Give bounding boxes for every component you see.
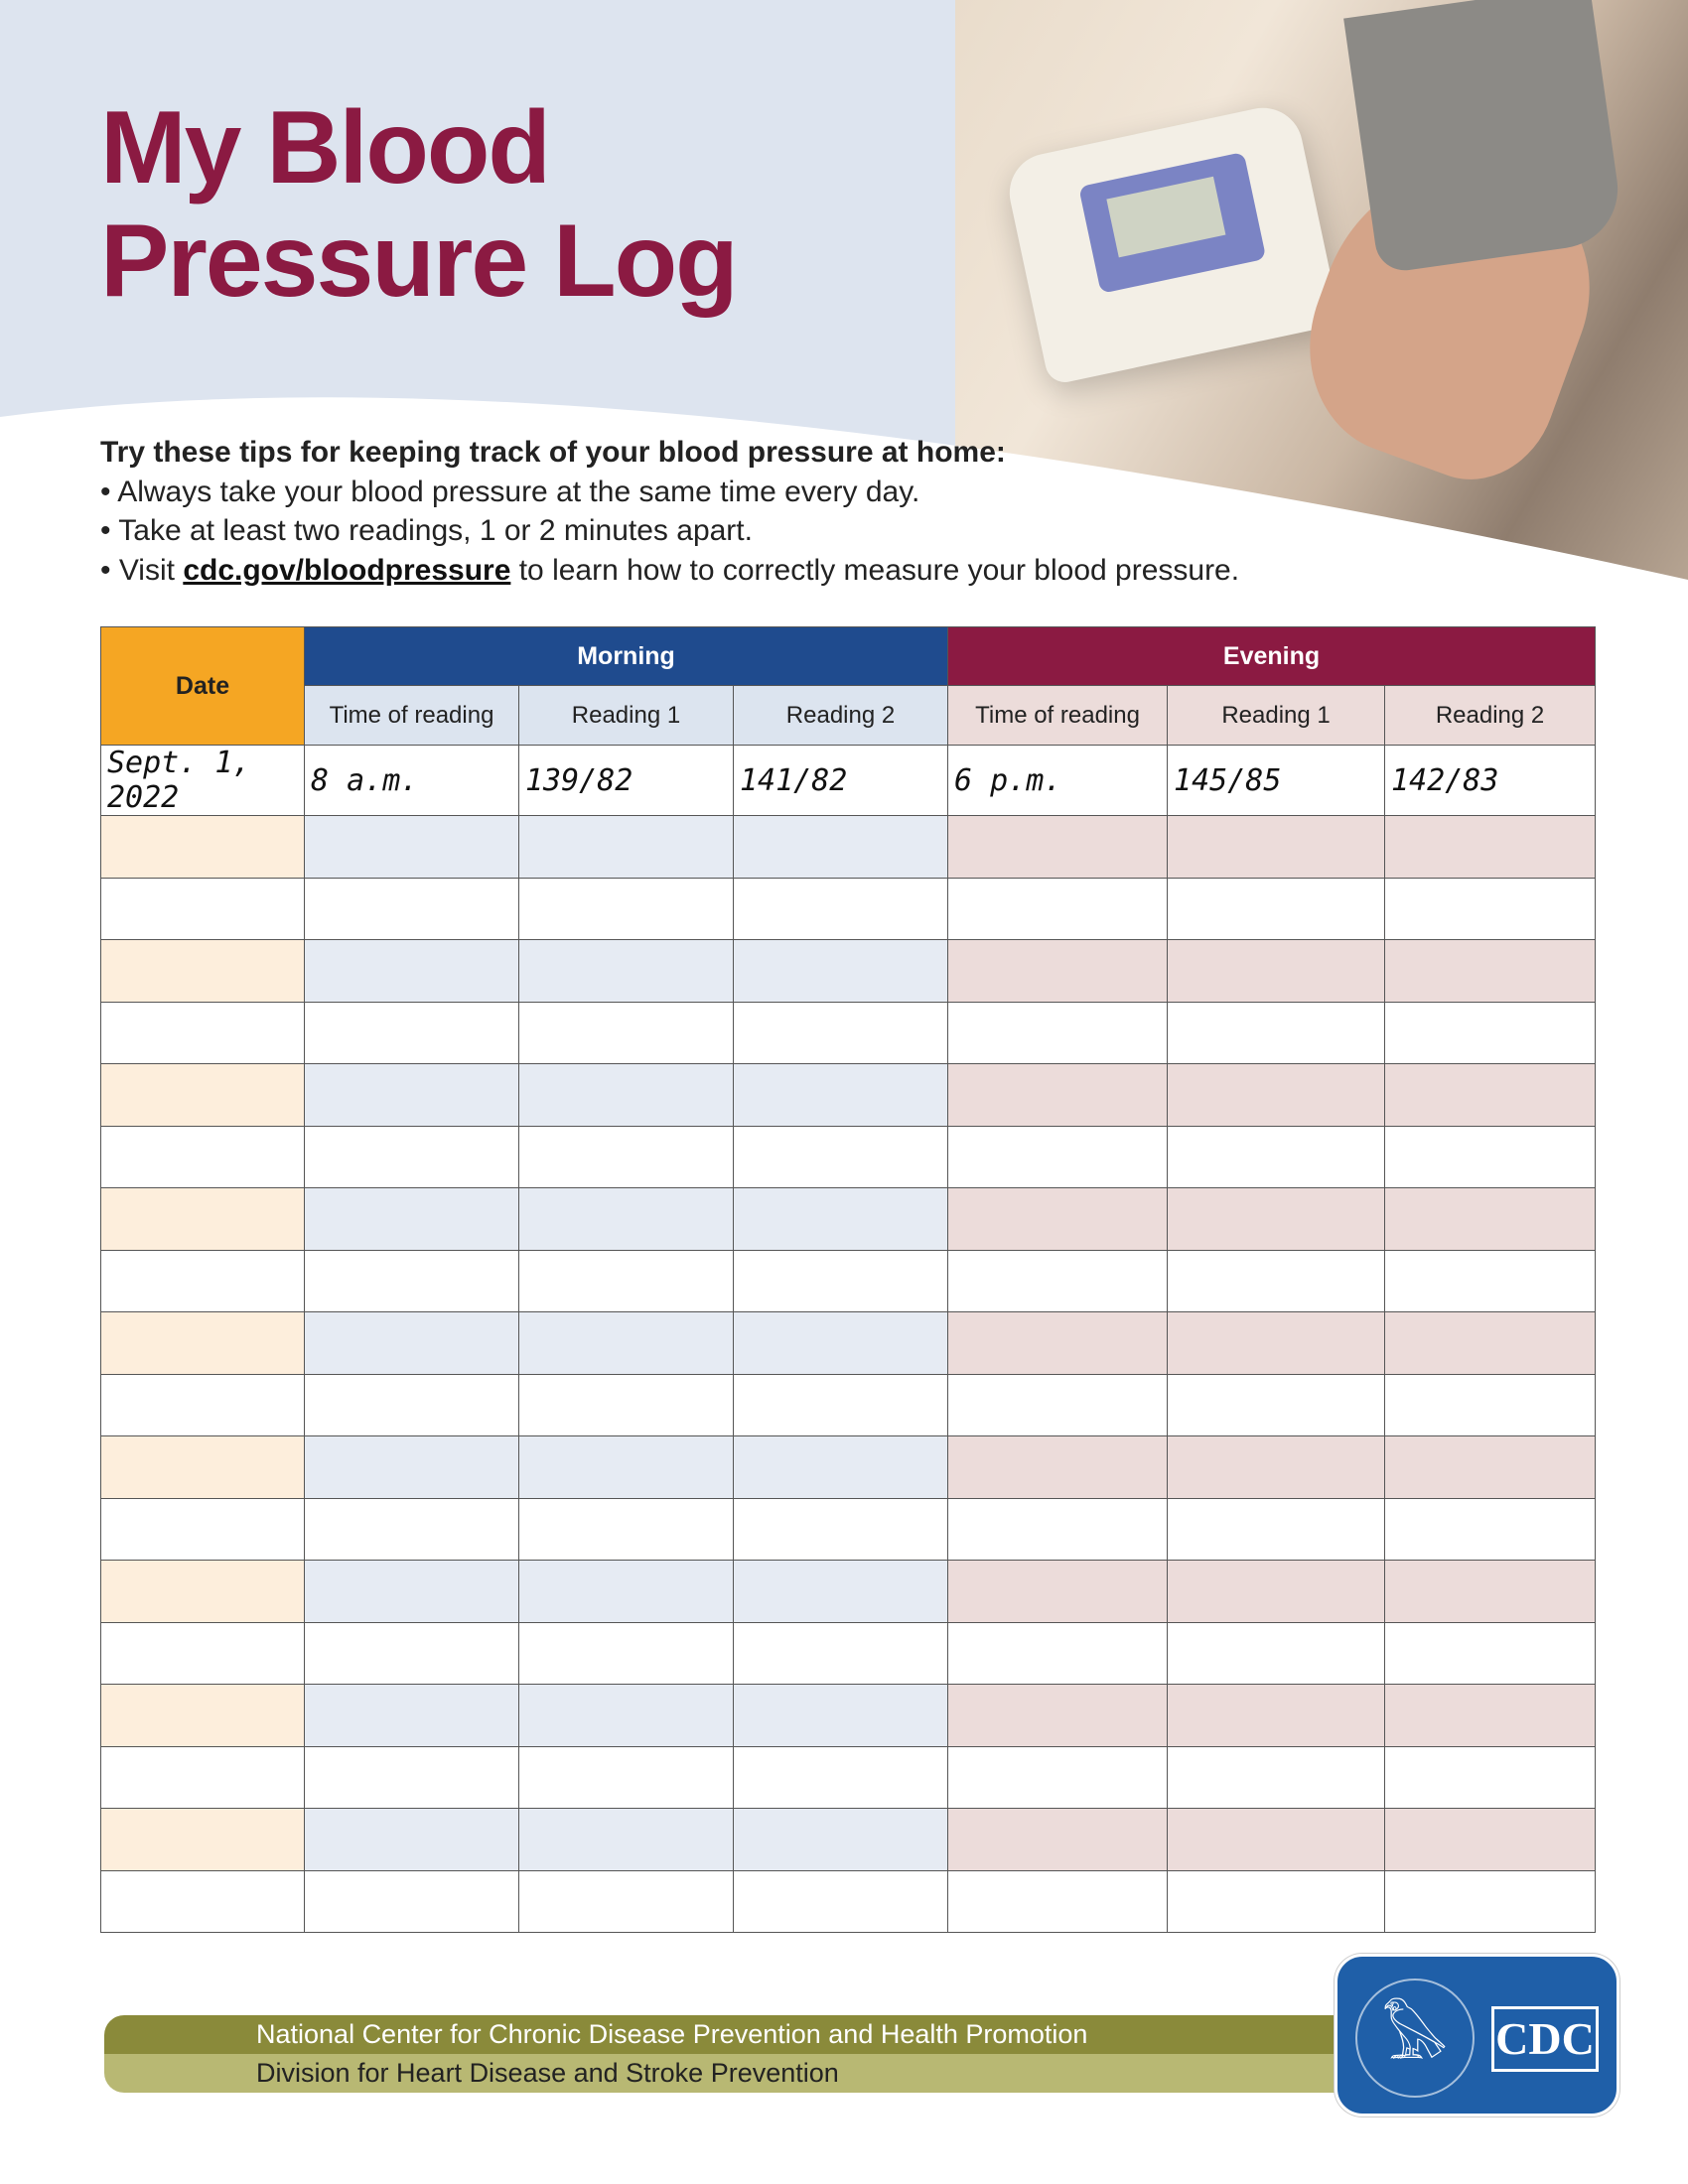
morning-reading2-cell[interactable] bbox=[734, 1374, 948, 1436]
morning-reading1-cell[interactable] bbox=[519, 1188, 734, 1251]
log-row bbox=[101, 1250, 1596, 1312]
log-row bbox=[101, 816, 1596, 879]
evening-time-cell[interactable] bbox=[948, 1374, 1168, 1436]
date-cell[interactable] bbox=[101, 1870, 305, 1933]
evening-reading1-cell[interactable] bbox=[1168, 1374, 1385, 1436]
date-cell[interactable] bbox=[101, 1064, 305, 1127]
log-row bbox=[101, 1374, 1596, 1436]
log-row bbox=[101, 1002, 1596, 1064]
example-date: Sept. 1, 2022 bbox=[101, 746, 305, 816]
morning-time-cell[interactable] bbox=[305, 1561, 519, 1623]
evening-reading1-cell[interactable] bbox=[1168, 1498, 1385, 1561]
evening-reading1-cell[interactable] bbox=[1168, 1561, 1385, 1623]
morning-reading2-cell[interactable] bbox=[734, 1870, 948, 1933]
evening-time-cell[interactable] bbox=[948, 1622, 1168, 1685]
date-cell[interactable] bbox=[101, 878, 305, 940]
log-row bbox=[101, 1126, 1596, 1188]
date-cell[interactable] bbox=[101, 1809, 305, 1871]
log-row bbox=[101, 1622, 1596, 1685]
evening-reading1-cell[interactable] bbox=[1168, 1250, 1385, 1312]
date-cell[interactable] bbox=[101, 1498, 305, 1561]
tip-item: • Take at least two readings, 1 or 2 minutes apart. bbox=[100, 514, 753, 547]
morning-reading1-cell[interactable] bbox=[519, 1002, 734, 1064]
log-row bbox=[101, 1064, 1596, 1127]
morning-reading2-cell[interactable] bbox=[734, 816, 948, 879]
morning-reading2-cell[interactable] bbox=[734, 878, 948, 940]
evening-time-cell[interactable] bbox=[948, 1188, 1168, 1251]
morning-reading2-cell[interactable] bbox=[734, 1498, 948, 1561]
morning-reading2-cell[interactable] bbox=[734, 1188, 948, 1251]
log-row bbox=[101, 1312, 1596, 1375]
morning-reading2-cell[interactable] bbox=[734, 1250, 948, 1312]
morning-time-cell[interactable] bbox=[305, 1746, 519, 1809]
evening-reading2-cell[interactable] bbox=[1385, 1685, 1596, 1747]
log-row bbox=[101, 1498, 1596, 1561]
example-evening-reading2: 142/83 bbox=[1385, 746, 1596, 816]
morning-time-cell[interactable] bbox=[305, 1374, 519, 1436]
evening-reading1-cell[interactable] bbox=[1168, 816, 1385, 879]
evening-time-cell[interactable] bbox=[948, 1064, 1168, 1127]
evening-reading1-cell[interactable] bbox=[1168, 1188, 1385, 1251]
evening-time-cell[interactable] bbox=[948, 1312, 1168, 1375]
morning-reading1-cell[interactable] bbox=[519, 1622, 734, 1685]
evening-reading2-cell[interactable] bbox=[1385, 1312, 1596, 1375]
evening-time-cell[interactable] bbox=[948, 816, 1168, 879]
morning-time-cell[interactable] bbox=[305, 1002, 519, 1064]
evening-reading1-cell[interactable] bbox=[1168, 1685, 1385, 1747]
evening-time-cell[interactable] bbox=[948, 940, 1168, 1003]
morning-time-cell[interactable] bbox=[305, 940, 519, 1003]
log-row bbox=[101, 1436, 1596, 1499]
example-evening-reading1: 145/85 bbox=[1168, 746, 1385, 816]
example-morning-reading1: 139/82 bbox=[519, 746, 734, 816]
log-row bbox=[101, 1685, 1596, 1747]
evening-reading1-cell[interactable] bbox=[1168, 1622, 1385, 1685]
example-morning-reading2: 141/82 bbox=[734, 746, 948, 816]
example-morning-time: 8 a.m. bbox=[305, 746, 519, 816]
date-cell[interactable] bbox=[101, 1312, 305, 1375]
evening-time-header: Time of reading bbox=[948, 686, 1168, 746]
evening-header: Evening bbox=[948, 627, 1596, 686]
evening-time-cell[interactable] bbox=[948, 1685, 1168, 1747]
morning-reading2-cell[interactable] bbox=[734, 1561, 948, 1623]
evening-reading1-cell[interactable] bbox=[1168, 1746, 1385, 1809]
evening-reading2-cell[interactable] bbox=[1385, 1498, 1596, 1561]
evening-time-cell[interactable] bbox=[948, 878, 1168, 940]
date-header: Date bbox=[101, 627, 305, 746]
morning-time-header: Time of reading bbox=[305, 686, 519, 746]
evening-reading1-cell[interactable] bbox=[1168, 1809, 1385, 1871]
morning-reading2-cell[interactable] bbox=[734, 940, 948, 1003]
morning-reading1-cell[interactable] bbox=[519, 1561, 734, 1623]
morning-reading1-cell[interactable] bbox=[519, 1312, 734, 1375]
morning-reading1-header: Reading 1 bbox=[519, 686, 734, 746]
log-row bbox=[101, 1746, 1596, 1809]
date-cell[interactable] bbox=[101, 1746, 305, 1809]
evening-reading2-cell[interactable] bbox=[1385, 1126, 1596, 1188]
log-row bbox=[101, 1188, 1596, 1251]
evening-reading2-cell[interactable] bbox=[1385, 1188, 1596, 1251]
morning-reading1-cell[interactable] bbox=[519, 1685, 734, 1747]
evening-reading2-cell[interactable] bbox=[1385, 1809, 1596, 1871]
evening-reading2-cell[interactable] bbox=[1385, 1622, 1596, 1685]
morning-reading2-cell[interactable] bbox=[734, 1064, 948, 1127]
evening-reading2-header: Reading 2 bbox=[1385, 686, 1596, 746]
evening-reading2-cell[interactable] bbox=[1385, 940, 1596, 1003]
cdc-link[interactable]: cdc.gov/bloodpressure bbox=[183, 553, 511, 587]
morning-header: Morning bbox=[305, 627, 948, 686]
morning-reading2-cell[interactable] bbox=[734, 1126, 948, 1188]
morning-reading1-cell[interactable] bbox=[519, 1809, 734, 1871]
evening-time-cell[interactable] bbox=[948, 1561, 1168, 1623]
log-row bbox=[101, 1809, 1596, 1871]
date-cell[interactable] bbox=[101, 1374, 305, 1436]
morning-reading1-cell[interactable] bbox=[519, 1126, 734, 1188]
evening-reading2-cell[interactable] bbox=[1385, 816, 1596, 879]
evening-reading2-cell[interactable] bbox=[1385, 1561, 1596, 1623]
evening-time-cell[interactable] bbox=[948, 1250, 1168, 1312]
morning-time-cell[interactable] bbox=[305, 816, 519, 879]
date-cell[interactable] bbox=[101, 1561, 305, 1623]
morning-reading1-cell[interactable] bbox=[519, 1746, 734, 1809]
evening-reading2-cell[interactable] bbox=[1385, 878, 1596, 940]
evening-reading1-cell[interactable] bbox=[1168, 1002, 1385, 1064]
evening-time-cell[interactable] bbox=[948, 1870, 1168, 1933]
evening-reading1-cell[interactable] bbox=[1168, 1870, 1385, 1933]
morning-reading1-cell[interactable] bbox=[519, 1436, 734, 1499]
morning-time-cell[interactable] bbox=[305, 1250, 519, 1312]
morning-reading2-cell[interactable] bbox=[734, 1002, 948, 1064]
evening-reading1-cell[interactable] bbox=[1168, 940, 1385, 1003]
evening-reading1-cell[interactable] bbox=[1168, 1312, 1385, 1375]
date-cell[interactable] bbox=[101, 1126, 305, 1188]
evening-reading1-header: Reading 1 bbox=[1168, 686, 1385, 746]
morning-reading2-header: Reading 2 bbox=[734, 686, 948, 746]
evening-time-cell[interactable] bbox=[948, 1436, 1168, 1499]
morning-time-cell[interactable] bbox=[305, 1685, 519, 1747]
date-cell[interactable] bbox=[101, 1250, 305, 1312]
cuff-image bbox=[1343, 0, 1625, 274]
morning-time-cell[interactable] bbox=[305, 1064, 519, 1127]
date-cell[interactable] bbox=[101, 816, 305, 879]
morning-reading2-cell[interactable] bbox=[734, 1622, 948, 1685]
evening-reading2-cell[interactable] bbox=[1385, 1374, 1596, 1436]
footer-center-name: National Center for Chronic Disease Prevention and Health Promotion bbox=[104, 2015, 1345, 2054]
example-row bbox=[101, 746, 1596, 816]
tip-item: • Always take your blood pressure at the same time every day. bbox=[100, 475, 920, 508]
evening-reading2-cell[interactable] bbox=[1385, 1002, 1596, 1064]
tips-section bbox=[100, 433, 1239, 590]
log-row bbox=[101, 1870, 1596, 1933]
morning-time-cell[interactable] bbox=[305, 1809, 519, 1871]
morning-reading1-cell[interactable] bbox=[519, 878, 734, 940]
example-evening-time: 6 p.m. bbox=[948, 746, 1168, 816]
date-cell[interactable] bbox=[101, 940, 305, 1003]
tip-item: • Visit cdc.gov/bloodpressure to learn how to correctly measure your blood pressure. bbox=[100, 553, 1240, 587]
log-row bbox=[101, 940, 1596, 1003]
date-cell[interactable] bbox=[101, 1622, 305, 1685]
morning-time-cell[interactable] bbox=[305, 1436, 519, 1499]
page-title: My Blood Pressure Log bbox=[100, 90, 737, 319]
morning-reading1-cell[interactable] bbox=[519, 1870, 734, 1933]
evening-reading1-cell[interactable] bbox=[1168, 1436, 1385, 1499]
morning-reading1-cell[interactable] bbox=[519, 1374, 734, 1436]
evening-time-cell[interactable] bbox=[948, 1809, 1168, 1871]
morning-reading1-cell[interactable] bbox=[519, 816, 734, 879]
morning-reading2-cell[interactable] bbox=[734, 1809, 948, 1871]
evening-time-cell[interactable] bbox=[948, 1002, 1168, 1064]
log-row bbox=[101, 1561, 1596, 1623]
morning-reading2-cell[interactable] bbox=[734, 1746, 948, 1809]
morning-reading1-cell[interactable] bbox=[519, 940, 734, 1003]
evening-time-cell[interactable] bbox=[948, 1746, 1168, 1809]
date-cell[interactable] bbox=[101, 1436, 305, 1499]
blood-pressure-log-table bbox=[100, 626, 1596, 1933]
evening-reading2-cell[interactable] bbox=[1385, 1436, 1596, 1499]
evening-time-cell[interactable] bbox=[948, 1498, 1168, 1561]
evening-reading1-cell[interactable] bbox=[1168, 1064, 1385, 1127]
log-row bbox=[101, 878, 1596, 940]
morning-time-cell[interactable] bbox=[305, 1126, 519, 1188]
cdc-wordmark: CDC bbox=[1491, 2006, 1599, 2072]
morning-time-cell[interactable] bbox=[305, 1498, 519, 1561]
date-cell[interactable] bbox=[101, 1685, 305, 1747]
morning-reading2-cell[interactable] bbox=[734, 1312, 948, 1375]
evening-reading1-cell[interactable] bbox=[1168, 1126, 1385, 1188]
evening-time-cell[interactable] bbox=[948, 1126, 1168, 1188]
evening-reading2-cell[interactable] bbox=[1385, 1250, 1596, 1312]
evening-reading2-cell[interactable] bbox=[1385, 1746, 1596, 1809]
date-cell[interactable] bbox=[101, 1002, 305, 1064]
cdc-logo bbox=[1335, 1954, 1619, 2116]
morning-time-cell[interactable] bbox=[305, 1188, 519, 1251]
evening-reading1-cell[interactable] bbox=[1168, 878, 1385, 940]
date-cell[interactable] bbox=[101, 1188, 305, 1251]
morning-reading1-cell[interactable] bbox=[519, 1498, 734, 1561]
footer-division-name: Division for Heart Disease and Stroke Prevention bbox=[104, 2054, 1345, 2093]
evening-reading2-cell[interactable] bbox=[1385, 1870, 1596, 1933]
morning-time-cell[interactable] bbox=[305, 878, 519, 940]
tips-heading: Try these tips for keeping track of your blood pressure at home: bbox=[100, 436, 1006, 469]
morning-time-cell[interactable] bbox=[305, 1870, 519, 1933]
morning-reading1-cell[interactable] bbox=[519, 1250, 734, 1312]
morning-reading1-cell[interactable] bbox=[519, 1064, 734, 1127]
morning-time-cell[interactable] bbox=[305, 1622, 519, 1685]
evening-reading2-cell[interactable] bbox=[1385, 1064, 1596, 1127]
morning-reading2-cell[interactable] bbox=[734, 1685, 948, 1747]
morning-reading2-cell[interactable] bbox=[734, 1436, 948, 1499]
morning-time-cell[interactable] bbox=[305, 1312, 519, 1375]
hhs-eagle-seal-icon: 𓅃 bbox=[1355, 1979, 1475, 2098]
